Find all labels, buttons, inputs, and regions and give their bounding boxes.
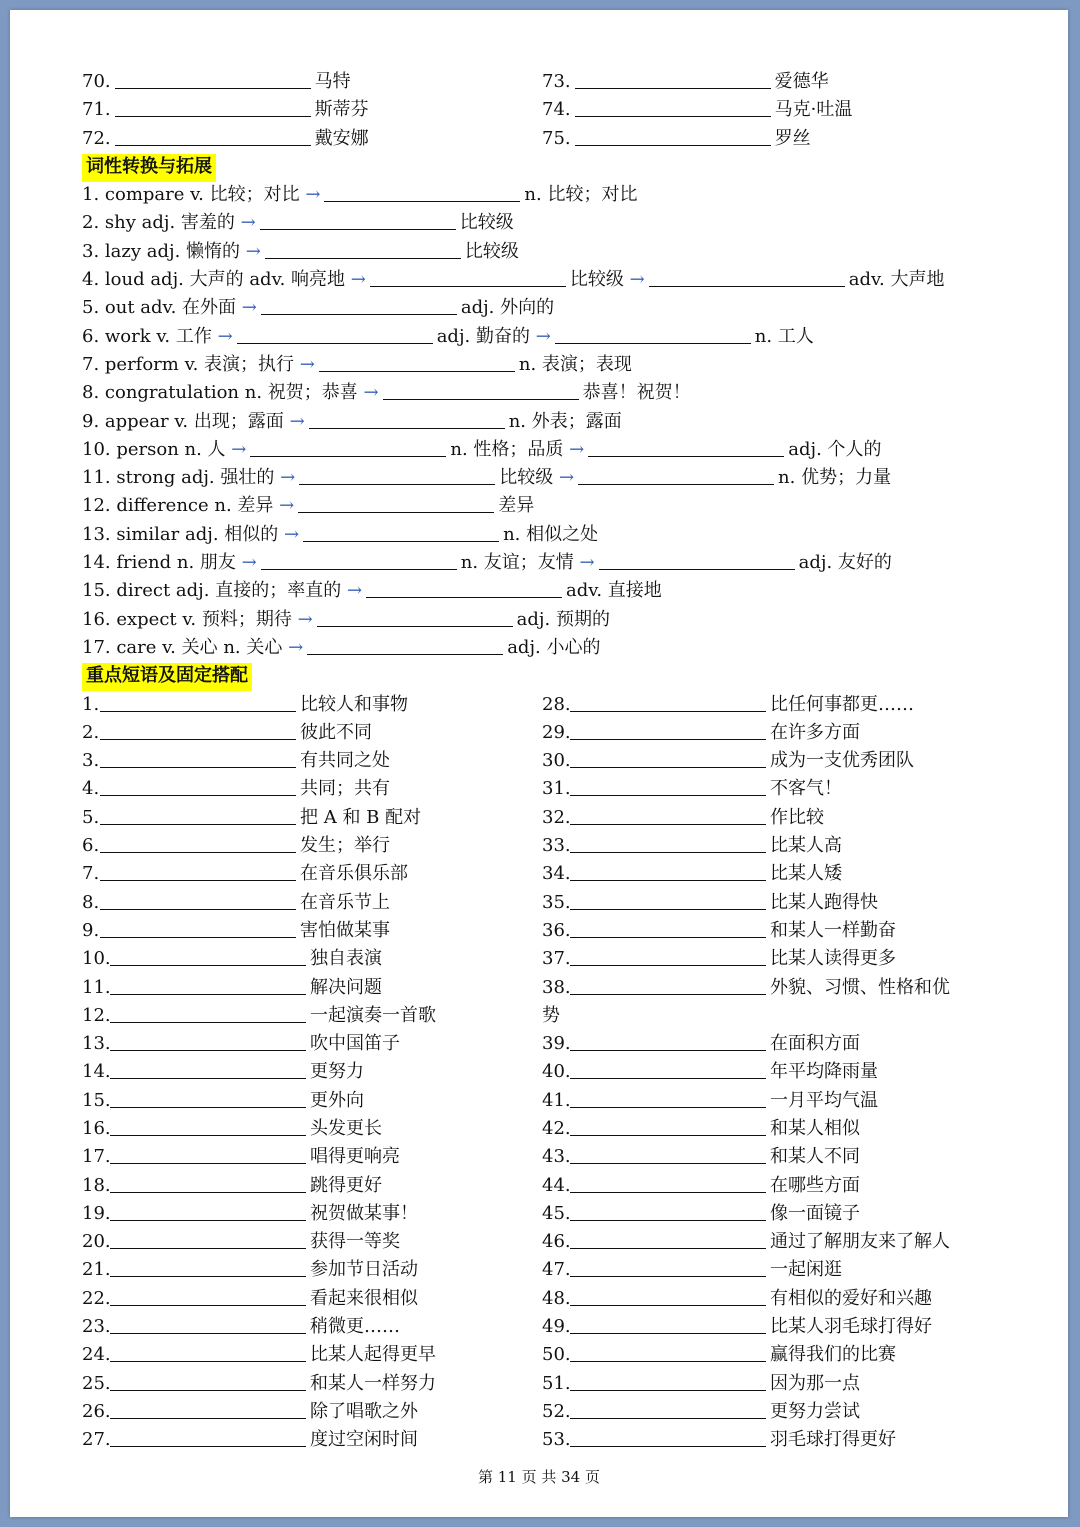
phrase-item: 37. 比某人读得更多 (542, 948, 896, 970)
answer-blank[interactable] (570, 919, 766, 938)
word-forms-list (82, 181, 1002, 662)
arrow-icon: → (297, 608, 313, 630)
answer-blank[interactable] (110, 1230, 306, 1249)
arrow-icon: → (217, 325, 233, 347)
phrase-item: 33. 比某人高 (542, 835, 842, 857)
answer-blank[interactable] (115, 127, 311, 146)
answer-blank[interactable] (570, 976, 766, 995)
answer-blank[interactable] (110, 1343, 306, 1362)
answer-blank[interactable] (570, 1145, 766, 1164)
answer-blank[interactable] (261, 551, 457, 570)
phrase-item: 40. 年平均降雨量 (542, 1061, 878, 1083)
arrow-icon: → (363, 382, 379, 404)
answer-blank[interactable] (570, 1287, 766, 1306)
arrow-icon: → (289, 410, 305, 432)
answer-blank[interactable] (370, 268, 566, 287)
answer-blank[interactable] (298, 494, 494, 513)
answer-blank[interactable] (110, 976, 306, 995)
answer-blank[interactable] (110, 1372, 306, 1391)
answer-blank[interactable] (250, 438, 446, 457)
list-item: 71. 斯蒂芬 (82, 99, 369, 121)
answer-blank[interactable] (115, 70, 311, 89)
answer-blank[interactable] (110, 1032, 306, 1051)
answer-blank[interactable] (570, 1174, 766, 1193)
arrow-icon: → (241, 297, 257, 319)
answer-blank[interactable] (366, 579, 562, 598)
answer-blank[interactable] (570, 1230, 766, 1249)
answer-blank[interactable] (570, 891, 766, 910)
answer-blank[interactable] (570, 806, 766, 825)
arrow-icon: → (579, 552, 595, 574)
answer-blank[interactable] (260, 211, 456, 230)
word-form-item: 9. appear v. 出现；露面 → n. 外表；露面 (82, 410, 622, 432)
word-form-item: 11. strong adj. 强壮的 → 比较级 → n. 优势；力量 (82, 467, 892, 489)
word-form-item: 10. person n. 人 → n. 性格；品质 → adj. 个人的 (82, 438, 882, 460)
answer-blank[interactable] (575, 70, 771, 89)
word-form-item: 17. care v. 关心 n. 关心 → adj. 小心的 (82, 636, 601, 658)
phrase-item: 13. 吹中国笛子 (82, 1033, 400, 1055)
arrow-icon: → (284, 523, 300, 545)
answer-blank[interactable] (100, 693, 296, 712)
answer-blank[interactable] (570, 1428, 766, 1447)
word-form-item: 16. expect v. 预料；期待 → adj. 预期的 (82, 608, 610, 630)
word-form-item: 4. loud adj. 大声的 adv. 响亮地 → 比较级 → adv. 大声地 (82, 269, 945, 291)
phrase-item: 28. 比任何事都更…… (542, 693, 914, 715)
arrow-icon: → (240, 212, 256, 234)
answer-blank[interactable] (237, 325, 433, 344)
answer-blank[interactable] (588, 438, 784, 457)
phrase-item: 17. 唱得更响亮 (82, 1146, 400, 1168)
answer-blank[interactable] (319, 353, 515, 372)
answer-blank[interactable] (299, 466, 495, 485)
answer-blank[interactable] (570, 1089, 766, 1108)
arrow-icon: → (569, 438, 585, 460)
phrase-item: 7. 在音乐俱乐部 (82, 863, 408, 885)
phrase-item: 36. 和某人一样勤奋 (542, 919, 896, 941)
answer-blank[interactable] (570, 1060, 766, 1079)
phrase-item: 34. 比某人矮 (542, 863, 842, 885)
answer-blank[interactable] (100, 891, 296, 910)
phrase-item: 21. 参加节日活动 (82, 1259, 418, 1281)
arrow-icon: → (305, 184, 321, 206)
answer-blank[interactable] (110, 1117, 306, 1136)
phrase-item: 12. 一起演奏一首歌 (82, 1004, 436, 1026)
arrow-icon: → (245, 240, 261, 262)
word-form-item: 2. shy adj. 害羞的 → 比较级 (82, 212, 514, 234)
answer-blank[interactable] (309, 410, 505, 429)
answer-blank[interactable] (110, 1202, 306, 1221)
phrase-item: 42. 和某人相似 (542, 1117, 860, 1139)
answer-blank[interactable] (100, 862, 296, 881)
phrase-item: 29. 在许多方面 (542, 721, 860, 743)
phrase-item: 2. 彼此不同 (82, 721, 372, 743)
answer-blank[interactable] (575, 98, 771, 117)
section-title-phrases: 重点短语及固定搭配 (82, 663, 252, 691)
answer-blank[interactable] (570, 1202, 766, 1221)
answer-blank[interactable] (324, 183, 520, 202)
document-page (10, 10, 1068, 1517)
answer-blank[interactable] (100, 834, 296, 853)
answer-blank[interactable] (575, 127, 771, 146)
phrase-item: 25. 和某人一样努力 (82, 1372, 436, 1394)
list-item: 70. 马特 (82, 71, 351, 92)
answer-blank[interactable] (110, 1258, 306, 1277)
answer-blank[interactable] (570, 1343, 766, 1362)
phrase-item: 15. 更外向 (82, 1089, 364, 1111)
phrase-item: 51. 因为那一点 (542, 1372, 860, 1394)
list-item: 72. 戴安娜 (82, 127, 369, 149)
answer-blank[interactable] (110, 1287, 306, 1306)
answer-blank[interactable] (261, 296, 457, 315)
phrase-item: 44. 在哪些方面 (542, 1174, 860, 1196)
phrase-item: 10. 独自表演 (82, 948, 382, 970)
answer-blank[interactable] (110, 1428, 306, 1447)
phrase-item: 1. 比较人和事物 (82, 693, 408, 715)
answer-blank[interactable] (570, 749, 766, 768)
arrow-icon: → (279, 495, 295, 517)
answer-blank[interactable] (578, 466, 774, 485)
list-item: 75. 罗丝 (542, 127, 811, 149)
answer-blank[interactable] (570, 1117, 766, 1136)
arrow-icon: → (231, 438, 247, 460)
list-item: 73. 爱德华 (542, 71, 829, 92)
phrases-right-column (542, 691, 1002, 1455)
answer-blank[interactable] (383, 381, 579, 400)
phrase-item: 32. 作比较 (542, 806, 824, 828)
word-form-item: 8. congratulation n. 祝贺；恭喜 → 恭喜！祝贺！ (82, 382, 691, 404)
answer-blank[interactable] (100, 806, 296, 825)
answer-blank[interactable] (570, 1258, 766, 1277)
word-form-item: 1. compare v. 比较；对比 → n. 比较；对比 (82, 184, 638, 206)
arrow-icon: → (629, 269, 645, 291)
phrase-item: 38. 外貌、习惯、性格和优势 (542, 976, 950, 1026)
phrase-item: 43. 和某人不同 (542, 1146, 860, 1168)
answer-blank[interactable] (570, 693, 766, 712)
word-form-item: 5. out adv. 在外面 → adj. 外向的 (82, 297, 555, 319)
phrase-item: 30. 成为一支优秀团队 (542, 750, 914, 772)
phrase-item: 52. 更努力尝试 (542, 1400, 860, 1422)
arrow-icon: → (299, 353, 315, 375)
phrases-left-column (82, 691, 542, 1455)
word-form-item: 6. work v. 工作 → adj. 勤奋的 → n. 工人 (82, 325, 814, 347)
arrow-icon: → (535, 325, 551, 347)
arrow-icon: → (280, 467, 296, 489)
answer-blank[interactable] (570, 1032, 766, 1051)
answer-blank[interactable] (110, 1315, 306, 1334)
list-item: 74. 马克·吐温 (542, 99, 853, 121)
answer-blank[interactable] (100, 721, 296, 740)
word-form-item: 13. similar adj. 相似的 → n. 相似之处 (82, 523, 599, 545)
answer-blank[interactable] (110, 1174, 306, 1193)
answer-blank[interactable] (570, 1400, 766, 1419)
answer-blank[interactable] (570, 834, 766, 853)
phrase-item: 3. 有共同之处 (82, 750, 390, 772)
phrase-item: 53. 羽毛球打得更好 (542, 1429, 896, 1451)
answer-blank[interactable] (570, 1372, 766, 1391)
answer-blank[interactable] (570, 947, 766, 966)
section-heading (82, 662, 1002, 690)
top-names (82, 68, 1002, 153)
top-names-left (82, 68, 542, 153)
phrase-item: 41. 一月平均气温 (542, 1089, 878, 1111)
page-content (82, 68, 1002, 1455)
word-form-item: 3. lazy adj. 懒惰的 → 比较级 (82, 240, 519, 262)
answer-blank[interactable] (100, 919, 296, 938)
answer-blank[interactable] (599, 551, 795, 570)
answer-blank[interactable] (570, 777, 766, 796)
answer-blank[interactable] (110, 947, 306, 966)
phrases-list (82, 691, 1002, 1455)
section-heading (82, 153, 1002, 181)
answer-blank[interactable] (303, 523, 499, 542)
answer-blank[interactable] (265, 240, 461, 259)
answer-blank[interactable] (317, 608, 513, 627)
phrase-item: 46. 通过了解朋友来了解人 (542, 1231, 950, 1253)
arrow-icon: → (350, 269, 366, 291)
answer-blank[interactable] (570, 1315, 766, 1334)
phrase-item: 48. 有相似的爱好和兴趣 (542, 1287, 932, 1309)
word-form-item: 15. direct adj. 直接的；率直的 → adv. 直接地 (82, 580, 662, 602)
word-form-item: 12. difference n. 差异 → 差异 (82, 495, 535, 517)
phrase-item: 19. 祝贺做某事！ (82, 1202, 418, 1224)
phrase-item: 39. 在面积方面 (542, 1033, 860, 1055)
phrase-item: 5. 把 A 和 B 配对 (82, 806, 422, 828)
answer-blank[interactable] (110, 1004, 306, 1023)
phrase-item: 20. 获得一等奖 (82, 1231, 400, 1253)
arrow-icon: → (558, 467, 575, 489)
page-footer: 第 11 页 共 34 页 (477, 1468, 600, 1486)
phrase-item: 18. 跳得更好 (82, 1174, 382, 1196)
answer-blank[interactable] (307, 636, 503, 655)
answer-blank[interactable] (100, 749, 296, 768)
phrase-item: 22. 看起来很相似 (82, 1287, 418, 1309)
phrase-item: 49. 比某人羽毛球打得好 (542, 1316, 932, 1338)
answer-blank[interactable] (555, 325, 751, 344)
phrase-item: 26. 除了唱歌之外 (82, 1400, 418, 1422)
answer-blank[interactable] (110, 1060, 306, 1079)
answer-blank[interactable] (570, 721, 766, 740)
phrase-item: 47. 一起闲逛 (542, 1259, 842, 1281)
arrow-icon: → (288, 636, 304, 658)
word-form-item: 14. friend n. 朋友 → n. 友谊；友情 → adj. 友好的 (82, 552, 892, 574)
word-form-item: 7. perform v. 表演；执行 → n. 表演；表现 (82, 353, 632, 375)
phrase-item: 23. 稍微更…… (82, 1316, 400, 1338)
answer-blank[interactable] (115, 98, 311, 117)
phrase-item: 27. 度过空闲时间 (82, 1429, 418, 1451)
arrow-icon: → (241, 552, 257, 574)
top-names-right (542, 68, 1002, 153)
phrase-item: 9. 害怕做某事 (82, 919, 390, 941)
section-title-word-forms: 词性转换与拓展 (82, 154, 216, 182)
answer-blank[interactable] (100, 777, 296, 796)
answer-blank[interactable] (110, 1400, 306, 1419)
answer-blank[interactable] (110, 1089, 306, 1108)
phrase-item: 4. 共同；共有 (82, 778, 390, 800)
answer-blank[interactable] (110, 1145, 306, 1164)
phrase-item: 11. 解决问题 (82, 976, 382, 998)
phrase-item: 6. 发生；举行 (82, 835, 390, 857)
phrase-item: 14. 更努力 (82, 1061, 364, 1083)
phrase-item: 8. 在音乐节上 (82, 891, 390, 913)
phrase-item: 35. 比某人跑得快 (542, 891, 878, 913)
phrase-item: 24. 比某人起得更早 (82, 1344, 436, 1366)
phrase-item: 50. 赢得我们的比赛 (542, 1344, 896, 1366)
answer-blank[interactable] (570, 862, 766, 881)
answer-blank[interactable] (649, 268, 845, 287)
arrow-icon: → (346, 580, 363, 602)
phrase-item: 31. 不客气！ (542, 778, 842, 800)
phrase-item: 45. 像一面镜子 (542, 1202, 860, 1224)
phrase-item: 16. 头发更长 (82, 1117, 382, 1139)
